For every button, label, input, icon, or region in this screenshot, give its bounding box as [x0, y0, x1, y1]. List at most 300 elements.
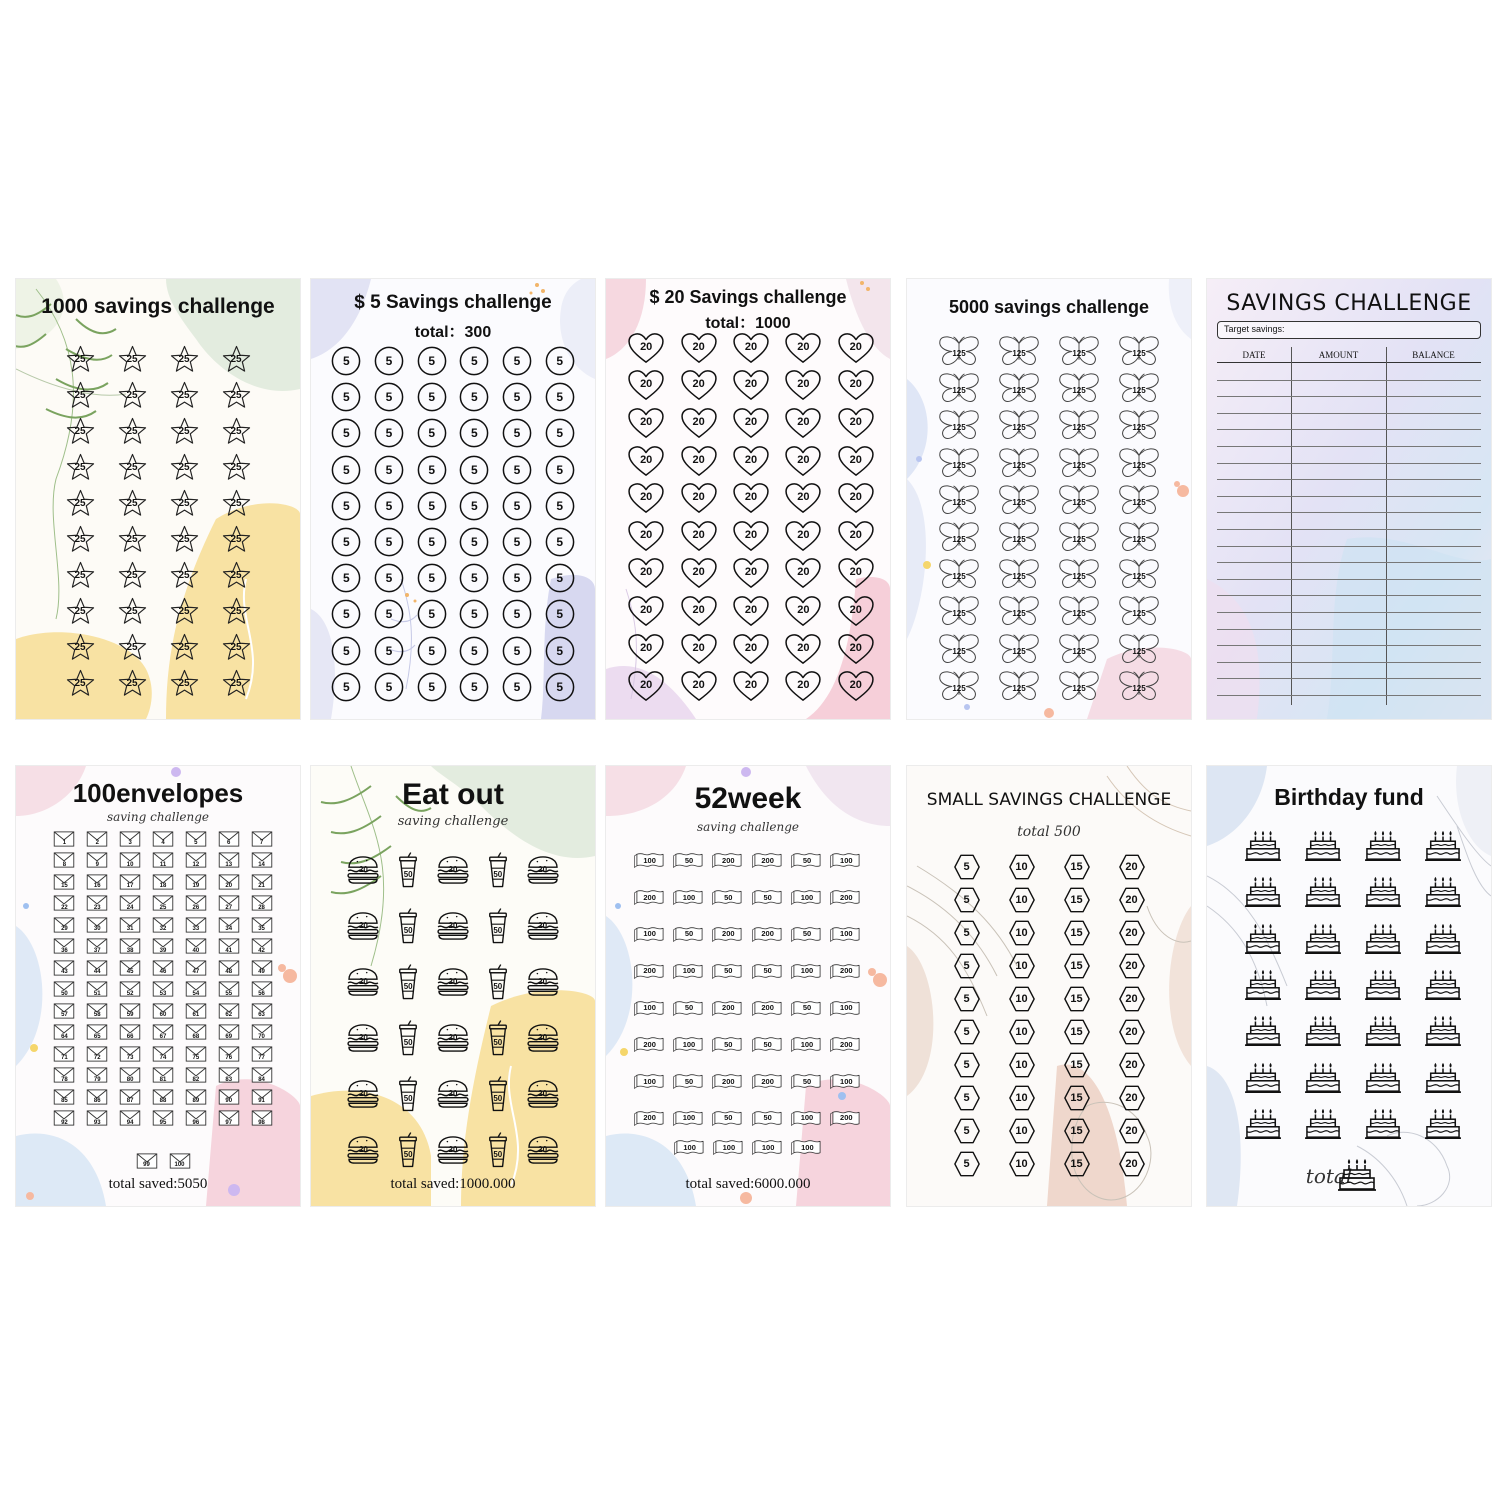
butterfly-cell[interactable] — [1117, 373, 1161, 404]
envelope-cell[interactable] — [251, 981, 273, 997]
star-cell[interactable] — [222, 669, 251, 698]
star-cell[interactable] — [66, 345, 95, 374]
envelope-cell[interactable] — [152, 960, 174, 976]
coin-cell[interactable] — [545, 599, 575, 629]
star-cell[interactable] — [66, 417, 95, 446]
coin-cell[interactable] — [545, 418, 575, 448]
coin-cell[interactable] — [417, 382, 447, 412]
burger-cell[interactable] — [346, 1024, 380, 1052]
ledger-row-line[interactable] — [1217, 496, 1481, 497]
coin-cell[interactable] — [331, 491, 361, 521]
coin-cell[interactable] — [374, 599, 404, 629]
heart-cell[interactable] — [680, 633, 718, 665]
cup-cell[interactable] — [487, 1131, 509, 1169]
heart-cell[interactable] — [627, 407, 665, 439]
envelope-cell[interactable] — [53, 981, 75, 997]
star-cell[interactable] — [170, 453, 199, 482]
butterfly-cell[interactable] — [1117, 671, 1161, 702]
banknote-cell[interactable] — [753, 1035, 783, 1053]
coin-cell[interactable] — [331, 455, 361, 485]
cake-cell[interactable] — [1304, 828, 1342, 862]
banknote-cell[interactable] — [674, 962, 704, 980]
cake-cell[interactable] — [1244, 828, 1282, 862]
envelope-cell[interactable] — [185, 938, 207, 954]
burger-cell[interactable] — [436, 912, 470, 940]
heart-cell[interactable] — [627, 595, 665, 627]
ledger-row-line[interactable] — [1217, 662, 1481, 663]
banknote-cell[interactable] — [674, 999, 704, 1017]
envelope-cell[interactable] — [185, 895, 207, 911]
coin-cell[interactable] — [417, 672, 447, 702]
coin-cell[interactable] — [331, 563, 361, 593]
envelope-cell[interactable] — [185, 874, 207, 890]
star-cell[interactable] — [66, 633, 95, 662]
cup-cell[interactable] — [487, 1075, 509, 1113]
banknote-cell[interactable] — [831, 925, 861, 943]
envelope-cell[interactable] — [119, 831, 141, 847]
butterfly-cell[interactable] — [1057, 410, 1101, 441]
envelope-cell[interactable] — [218, 960, 240, 976]
banknote-cell[interactable] — [674, 1109, 704, 1127]
envelope-cell[interactable] — [86, 1089, 108, 1105]
burger-cell[interactable] — [436, 1080, 470, 1108]
burger-cell[interactable] — [346, 968, 380, 996]
envelope-cell[interactable] — [185, 1110, 207, 1126]
envelope-cell[interactable] — [152, 1003, 174, 1019]
cup-cell[interactable] — [397, 851, 419, 889]
banknote-cell[interactable] — [713, 888, 743, 906]
envelope-cell[interactable] — [251, 1024, 273, 1040]
butterfly-cell[interactable] — [937, 373, 981, 404]
hexagon-cell[interactable] — [1064, 1019, 1090, 1045]
star-cell[interactable] — [170, 561, 199, 590]
burger-cell[interactable] — [436, 1136, 470, 1164]
cup-cell[interactable] — [397, 1131, 419, 1169]
coin-cell[interactable] — [502, 527, 532, 557]
banknote-cell[interactable] — [753, 1109, 783, 1127]
hexagon-cell[interactable] — [1064, 1151, 1090, 1177]
heart-cell[interactable] — [837, 482, 875, 514]
banknote-cell[interactable] — [713, 999, 743, 1017]
heart-cell[interactable] — [784, 445, 822, 477]
coin-cell[interactable] — [417, 563, 447, 593]
banknote-cell[interactable] — [674, 925, 704, 943]
heart-cell[interactable] — [784, 670, 822, 702]
hexagon-cell[interactable] — [1009, 854, 1035, 880]
coin-cell[interactable] — [459, 346, 489, 376]
coin-cell[interactable] — [331, 599, 361, 629]
envelope-cell[interactable] — [53, 917, 75, 933]
star-cell[interactable] — [222, 561, 251, 590]
envelope-cell[interactable] — [218, 1089, 240, 1105]
butterfly-cell[interactable] — [937, 336, 981, 367]
coin-cell[interactable] — [331, 418, 361, 448]
envelope-cell[interactable] — [53, 895, 75, 911]
coin-cell[interactable] — [417, 636, 447, 666]
envelope-cell[interactable] — [119, 981, 141, 997]
banknote-cell[interactable] — [753, 851, 783, 869]
cake-cell[interactable] — [1424, 1013, 1462, 1047]
envelope-cell[interactable] — [251, 1003, 273, 1019]
star-cell[interactable] — [222, 489, 251, 518]
butterfly-cell[interactable] — [937, 522, 981, 553]
butterfly-cell[interactable] — [1057, 522, 1101, 553]
ledger-row-line[interactable] — [1217, 645, 1481, 646]
ledger-row-line[interactable] — [1217, 546, 1481, 547]
envelope-cell[interactable] — [218, 917, 240, 933]
cake-cell[interactable] — [1304, 874, 1342, 908]
butterfly-cell[interactable] — [1057, 485, 1101, 516]
heart-cell[interactable] — [627, 633, 665, 665]
hexagon-cell[interactable] — [1119, 887, 1145, 913]
envelope-cell[interactable] — [53, 831, 75, 847]
cake-cell[interactable] — [1424, 1106, 1462, 1140]
coin-cell[interactable] — [545, 491, 575, 521]
coin-cell[interactable] — [417, 346, 447, 376]
banknote-cell[interactable] — [753, 999, 783, 1017]
banknote-cell[interactable] — [753, 888, 783, 906]
envelope-cell[interactable] — [86, 1067, 108, 1083]
heart-cell[interactable] — [837, 369, 875, 401]
envelope-cell[interactable] — [185, 981, 207, 997]
envelope-cell[interactable] — [185, 831, 207, 847]
cake-cell[interactable] — [1364, 828, 1402, 862]
heart-cell[interactable] — [680, 445, 718, 477]
heart-cell[interactable] — [837, 332, 875, 364]
envelope-cell[interactable] — [119, 1089, 141, 1105]
butterfly-cell[interactable] — [937, 671, 981, 702]
banknote-cell[interactable] — [714, 1138, 744, 1156]
banknote-cell[interactable] — [831, 1072, 861, 1090]
banknote-cell[interactable] — [792, 1109, 822, 1127]
star-cell[interactable] — [118, 669, 147, 698]
ledger-row-line[interactable] — [1217, 512, 1481, 513]
heart-cell[interactable] — [837, 557, 875, 589]
cake-cell[interactable] — [1424, 1060, 1462, 1094]
star-cell[interactable] — [222, 417, 251, 446]
hexagon-cell[interactable] — [1009, 920, 1035, 946]
cup-cell[interactable] — [397, 907, 419, 945]
cake-cell[interactable] — [1364, 921, 1402, 955]
envelope-cell[interactable] — [185, 960, 207, 976]
burger-cell[interactable] — [526, 1080, 560, 1108]
heart-cell[interactable] — [784, 520, 822, 552]
hexagon-cell[interactable] — [1064, 986, 1090, 1012]
banknote-cell[interactable] — [674, 888, 704, 906]
butterfly-cell[interactable] — [1117, 634, 1161, 665]
envelope-cell[interactable] — [53, 1046, 75, 1062]
heart-cell[interactable] — [627, 482, 665, 514]
envelope-cell[interactable] — [251, 1089, 273, 1105]
envelope-cell[interactable] — [251, 895, 273, 911]
envelope-cell[interactable] — [218, 981, 240, 997]
envelope-cell[interactable] — [152, 938, 174, 954]
cake-cell[interactable] — [1424, 828, 1462, 862]
heart-cell[interactable] — [732, 445, 770, 477]
cup-cell[interactable] — [487, 907, 509, 945]
heart-cell[interactable] — [732, 595, 770, 627]
hexagon-cell[interactable] — [1119, 854, 1145, 880]
coin-cell[interactable] — [545, 672, 575, 702]
heart-cell[interactable] — [837, 445, 875, 477]
envelope-cell[interactable] — [185, 852, 207, 868]
butterfly-cell[interactable] — [997, 596, 1041, 627]
envelope-cell[interactable] — [152, 1046, 174, 1062]
heart-cell[interactable] — [732, 520, 770, 552]
coin-cell[interactable] — [417, 527, 447, 557]
heart-cell[interactable] — [784, 332, 822, 364]
cup-cell[interactable] — [397, 963, 419, 1001]
ledger-row-line[interactable] — [1217, 579, 1481, 580]
butterfly-cell[interactable] — [1057, 671, 1101, 702]
heart-cell[interactable] — [784, 557, 822, 589]
banknote-cell[interactable] — [713, 1035, 743, 1053]
butterfly-cell[interactable] — [997, 634, 1041, 665]
coin-cell[interactable] — [417, 455, 447, 485]
hexagon-cell[interactable] — [954, 953, 980, 979]
heart-cell[interactable] — [680, 407, 718, 439]
butterfly-cell[interactable] — [997, 485, 1041, 516]
ledger-row-line[interactable] — [1217, 678, 1481, 679]
star-cell[interactable] — [222, 633, 251, 662]
cake-cell[interactable] — [1244, 874, 1282, 908]
envelope-cell[interactable] — [185, 1089, 207, 1105]
star-cell[interactable] — [222, 597, 251, 626]
coin-cell[interactable] — [459, 527, 489, 557]
ledger-row-line[interactable] — [1217, 695, 1481, 696]
butterfly-cell[interactable] — [937, 596, 981, 627]
coin-cell[interactable] — [459, 382, 489, 412]
butterfly-cell[interactable] — [1057, 634, 1101, 665]
star-cell[interactable] — [118, 633, 147, 662]
envelope-cell[interactable] — [119, 874, 141, 890]
star-cell[interactable] — [118, 561, 147, 590]
cup-cell[interactable] — [487, 963, 509, 1001]
envelope-cell[interactable] — [218, 1067, 240, 1083]
hexagon-cell[interactable] — [1119, 920, 1145, 946]
banknote-cell[interactable] — [674, 851, 704, 869]
cake-cell[interactable] — [1304, 1060, 1342, 1094]
coin-cell[interactable] — [502, 346, 532, 376]
banknote-cell[interactable] — [635, 1109, 665, 1127]
coin-cell[interactable] — [502, 382, 532, 412]
butterfly-cell[interactable] — [997, 671, 1041, 702]
heart-cell[interactable] — [732, 670, 770, 702]
envelope-cell[interactable] — [218, 852, 240, 868]
hexagon-cell[interactable] — [1009, 1052, 1035, 1078]
banknote-cell[interactable] — [792, 888, 822, 906]
hexagon-cell[interactable] — [1009, 986, 1035, 1012]
envelope-cell[interactable] — [119, 1110, 141, 1126]
hexagon-cell[interactable] — [954, 1019, 980, 1045]
heart-cell[interactable] — [837, 633, 875, 665]
coin-cell[interactable] — [331, 382, 361, 412]
heart-cell[interactable] — [837, 520, 875, 552]
burger-cell[interactable] — [526, 856, 560, 884]
star-cell[interactable] — [66, 669, 95, 698]
hexagon-cell[interactable] — [954, 854, 980, 880]
envelope-cell[interactable] — [218, 1110, 240, 1126]
coin-cell[interactable] — [545, 636, 575, 666]
envelope-cell[interactable] — [119, 1067, 141, 1083]
envelope-cell[interactable] — [86, 1003, 108, 1019]
butterfly-cell[interactable] — [1117, 522, 1161, 553]
cake-cell[interactable] — [1424, 874, 1462, 908]
coin-cell[interactable] — [331, 672, 361, 702]
envelope-cell[interactable] — [86, 874, 108, 890]
cup-cell[interactable] — [397, 1075, 419, 1113]
target-savings-field[interactable] — [1217, 321, 1481, 339]
butterfly-cell[interactable] — [937, 485, 981, 516]
heart-cell[interactable] — [837, 407, 875, 439]
envelope-cell[interactable] — [119, 1003, 141, 1019]
burger-cell[interactable] — [526, 1136, 560, 1164]
envelope-cell[interactable] — [86, 981, 108, 997]
envelope-cell[interactable] — [152, 852, 174, 868]
envelope-cell[interactable] — [86, 1110, 108, 1126]
coin-cell[interactable] — [374, 455, 404, 485]
butterfly-cell[interactable] — [997, 336, 1041, 367]
star-cell[interactable] — [222, 453, 251, 482]
star-cell[interactable] — [66, 489, 95, 518]
star-cell[interactable] — [170, 597, 199, 626]
hexagon-cell[interactable] — [1119, 1118, 1145, 1144]
envelope-cell[interactable] — [119, 852, 141, 868]
envelope-cell[interactable] — [53, 1110, 75, 1126]
banknote-cell[interactable] — [635, 999, 665, 1017]
cake-cell[interactable] — [1244, 1106, 1282, 1140]
hexagon-cell[interactable] — [1119, 1151, 1145, 1177]
coin-cell[interactable] — [374, 382, 404, 412]
hexagon-cell[interactable] — [954, 1118, 980, 1144]
butterfly-cell[interactable] — [997, 410, 1041, 441]
coin-cell[interactable] — [502, 455, 532, 485]
envelope-cell[interactable] — [185, 1003, 207, 1019]
star-cell[interactable] — [118, 525, 147, 554]
coin-cell[interactable] — [331, 346, 361, 376]
envelope-cell[interactable] — [152, 1067, 174, 1083]
hexagon-cell[interactable] — [1064, 1085, 1090, 1111]
star-cell[interactable] — [66, 597, 95, 626]
star-cell[interactable] — [222, 525, 251, 554]
cup-cell[interactable] — [487, 851, 509, 889]
envelope-cell[interactable] — [218, 938, 240, 954]
star-cell[interactable] — [222, 381, 251, 410]
envelope-cell[interactable] — [218, 874, 240, 890]
envelope-cell[interactable] — [53, 1003, 75, 1019]
envelope-cell[interactable] — [251, 874, 273, 890]
heart-cell[interactable] — [680, 482, 718, 514]
banknote-cell[interactable] — [792, 1138, 822, 1156]
banknote-cell[interactable] — [674, 1035, 704, 1053]
banknote-cell[interactable] — [635, 1035, 665, 1053]
banknote-cell[interactable] — [792, 999, 822, 1017]
star-cell[interactable] — [118, 345, 147, 374]
butterfly-cell[interactable] — [1117, 485, 1161, 516]
heart-cell[interactable] — [732, 633, 770, 665]
hexagon-cell[interactable] — [1119, 1019, 1145, 1045]
coin-cell[interactable] — [459, 672, 489, 702]
coin-cell[interactable] — [374, 527, 404, 557]
star-cell[interactable] — [118, 381, 147, 410]
coin-cell[interactable] — [374, 418, 404, 448]
envelope-cell[interactable] — [185, 917, 207, 933]
heart-cell[interactable] — [627, 670, 665, 702]
coin-cell[interactable] — [502, 672, 532, 702]
star-cell[interactable] — [118, 417, 147, 446]
envelope-cell[interactable] — [152, 1089, 174, 1105]
banknote-cell[interactable] — [713, 851, 743, 869]
envelope-cell[interactable] — [152, 917, 174, 933]
burger-cell[interactable] — [526, 968, 560, 996]
banknote-cell[interactable] — [792, 851, 822, 869]
coin-cell[interactable] — [502, 636, 532, 666]
envelope-cell[interactable] — [152, 831, 174, 847]
coin-cell[interactable] — [374, 346, 404, 376]
envelope-cell[interactable] — [169, 1153, 191, 1169]
envelope-cell[interactable] — [251, 1110, 273, 1126]
coin-cell[interactable] — [374, 672, 404, 702]
banknote-cell[interactable] — [792, 1072, 822, 1090]
burger-cell[interactable] — [526, 912, 560, 940]
hexagon-cell[interactable] — [954, 986, 980, 1012]
star-cell[interactable] — [66, 561, 95, 590]
ledger-row-line[interactable] — [1217, 479, 1481, 480]
butterfly-cell[interactable] — [997, 522, 1041, 553]
envelope-cell[interactable] — [185, 1046, 207, 1062]
coin-cell[interactable] — [545, 563, 575, 593]
ledger-row-line[interactable] — [1217, 612, 1481, 613]
hexagon-cell[interactable] — [954, 1052, 980, 1078]
burger-cell[interactable] — [526, 1024, 560, 1052]
envelope-cell[interactable] — [86, 1024, 108, 1040]
coin-cell[interactable] — [502, 563, 532, 593]
envelope-cell[interactable] — [119, 960, 141, 976]
coin-cell[interactable] — [545, 382, 575, 412]
hexagon-cell[interactable] — [1009, 1118, 1035, 1144]
coin-cell[interactable] — [459, 563, 489, 593]
envelope-cell[interactable] — [218, 1024, 240, 1040]
butterfly-cell[interactable] — [1117, 559, 1161, 590]
coin-cell[interactable] — [417, 418, 447, 448]
hexagon-cell[interactable] — [954, 920, 980, 946]
coin-cell[interactable] — [417, 599, 447, 629]
butterfly-cell[interactable] — [937, 410, 981, 441]
cake-cell[interactable] — [1364, 1106, 1402, 1140]
envelope-cell[interactable] — [119, 938, 141, 954]
banknote-cell[interactable] — [831, 999, 861, 1017]
star-cell[interactable] — [222, 345, 251, 374]
heart-cell[interactable] — [680, 369, 718, 401]
hexagon-cell[interactable] — [1009, 1019, 1035, 1045]
heart-cell[interactable] — [837, 670, 875, 702]
heart-cell[interactable] — [784, 633, 822, 665]
burger-cell[interactable] — [436, 1024, 470, 1052]
butterfly-cell[interactable] — [1117, 448, 1161, 479]
coin-cell[interactable] — [545, 455, 575, 485]
cake-cell[interactable] — [1244, 1060, 1282, 1094]
butterfly-cell[interactable] — [997, 559, 1041, 590]
hexagon-cell[interactable] — [1119, 1085, 1145, 1111]
banknote-cell[interactable] — [831, 962, 861, 980]
butterfly-cell[interactable] — [1057, 373, 1101, 404]
banknote-cell[interactable] — [635, 851, 665, 869]
banknote-cell[interactable] — [713, 925, 743, 943]
heart-cell[interactable] — [732, 407, 770, 439]
envelope-cell[interactable] — [218, 1003, 240, 1019]
envelope-cell[interactable] — [86, 831, 108, 847]
butterfly-cell[interactable] — [937, 634, 981, 665]
